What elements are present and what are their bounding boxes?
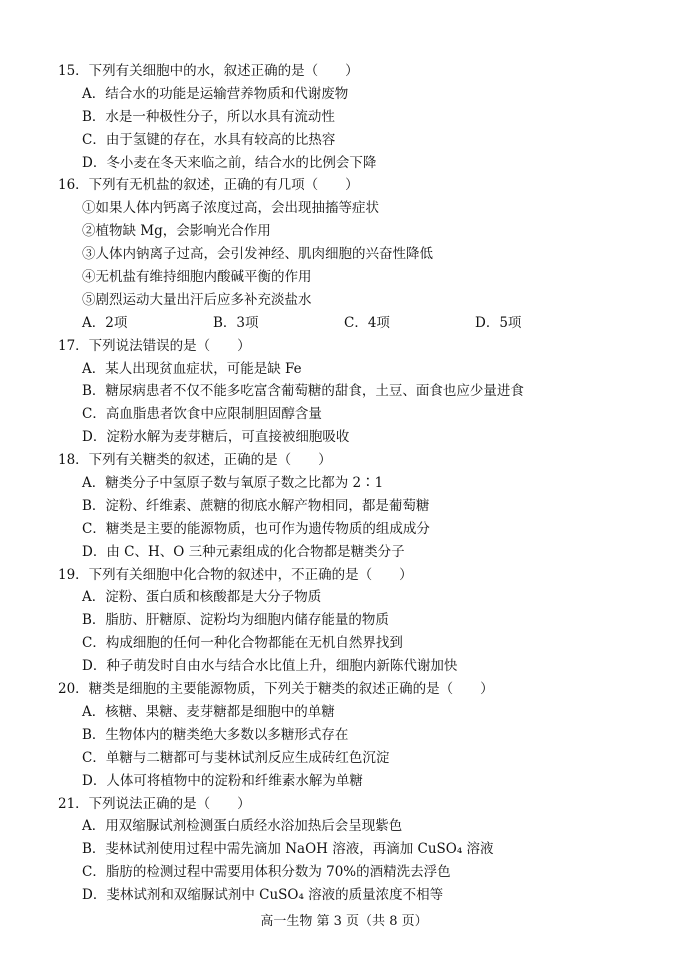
option: B．生物体内的糖类绝大多数以多糖形式存在 bbox=[82, 726, 349, 743]
option: D．由 C、H、O 三种元素组成的化合物都是糖类分子 bbox=[82, 543, 405, 560]
option: B．3项 bbox=[213, 314, 259, 331]
option: A．某人出现贫血症状，可能是缺 Fe bbox=[82, 360, 302, 377]
option: A．糖类分子中氢原子数与氧原子数之比都为 2∶1 bbox=[82, 475, 384, 492]
statement-item: ③人体内钠离子过高，会引发神经、肌肉细胞的兴奋性降低 bbox=[82, 246, 433, 263]
option: D．种子萌发时自由水与结合水比值上升，细胞内新陈代谢加快 bbox=[82, 658, 458, 675]
option: C．构成细胞的任何一种化合物都能在无机自然界找到 bbox=[82, 635, 403, 652]
option: A．2项 bbox=[82, 314, 128, 331]
question-stem: 15．下列有关细胞中的水，叙述正确的是（ ） bbox=[58, 63, 359, 79]
option: A．淀粉、蛋白质和核酸都是大分子物质 bbox=[82, 589, 322, 606]
question-stem: 19．下列有关细胞中化合物的叙述中，不正确的是（ ） bbox=[58, 566, 413, 583]
option: C．高血脂患者饮食中应限制胆固醇含量 bbox=[82, 406, 322, 423]
option: A．结合水的功能是运输营养物质和代谢废物 bbox=[82, 85, 349, 102]
option: C．脂肪的检测过程中需要用体积分数为 70%的酒精洗去浮色 bbox=[82, 864, 451, 881]
question-list bbox=[58, 60, 658, 907]
question-stem: 21．下列说法正确的是（ ） bbox=[58, 795, 251, 812]
statement-item: ④无机盐有维持细胞内酸碱平衡的作用 bbox=[82, 269, 312, 286]
option: C．单糖与二糖都可与斐林试剂反应生成砖红色沉淀 bbox=[82, 749, 390, 766]
page-footer: 高一生物 第 3 页（共 8 页） bbox=[260, 914, 428, 929]
option: B．糖尿病患者不仅不能多吃富含葡萄糖的甜食，土豆、面食也应少量进食 bbox=[82, 383, 524, 400]
question-stem: 20．糖类是细胞的主要能源物质，下列关于糖类的叙述正确的是（ ） bbox=[58, 681, 494, 698]
option: D．5项 bbox=[475, 314, 522, 331]
question-stem: 16．下列有无机盐的叙述，正确的有几项（ ） bbox=[58, 177, 359, 194]
option: C．由于氢键的存在，水具有较高的比热容 bbox=[82, 131, 336, 148]
option: D．人体可将植物中的淀粉和纤维素水解为单糖 bbox=[82, 772, 363, 789]
option: B．脂肪、肝糖原、淀粉均为细胞内储存能量的物质 bbox=[82, 612, 389, 629]
option: C．糖类是主要的能源物质，也可作为遗传物质的组成成分 bbox=[82, 520, 430, 537]
option: D．冬小麦在冬天来临之前，结合水的比例会下降 bbox=[82, 154, 377, 171]
question-stem: 17．下列说法错误的是（ ） bbox=[58, 337, 251, 354]
statement-item: ⑤剧烈运动大量出汗后应多补充淡盐水 bbox=[82, 291, 312, 308]
option: A．用双缩脲试剂检测蛋白质经水浴加热后会呈现紫色 bbox=[82, 818, 403, 835]
option: D．淀粉水解为麦芽糖后，可直接被细胞吸收 bbox=[82, 429, 350, 446]
question-stem: 18．下列有关糖类的叙述，正确的是（ ） bbox=[58, 452, 332, 469]
option: A．核糖、果糖、麦芽糖都是细胞中的单糖 bbox=[82, 703, 335, 720]
option: B．斐林试剂使用过程中需先滴加 NaOH 溶液，再滴加 CuSO₄ 溶液 bbox=[82, 841, 494, 858]
option: B．淀粉、纤维素、蔗糖的彻底水解产物相同，都是葡萄糖 bbox=[82, 497, 430, 514]
option: C．4项 bbox=[344, 314, 390, 331]
statement-item: ②植物缺 Mg，会影响光合作用 bbox=[82, 223, 271, 240]
option: D．斐林试剂和双缩脲试剂中 CuSO₄ 溶液的质量浓度不相等 bbox=[82, 887, 444, 904]
options-row bbox=[58, 312, 658, 335]
statement-item: ①如果人体内钙离子浓度过高，会出现抽搐等症状 bbox=[82, 200, 379, 217]
option: B．水是一种极性分子，所以水具有流动性 bbox=[82, 108, 335, 125]
